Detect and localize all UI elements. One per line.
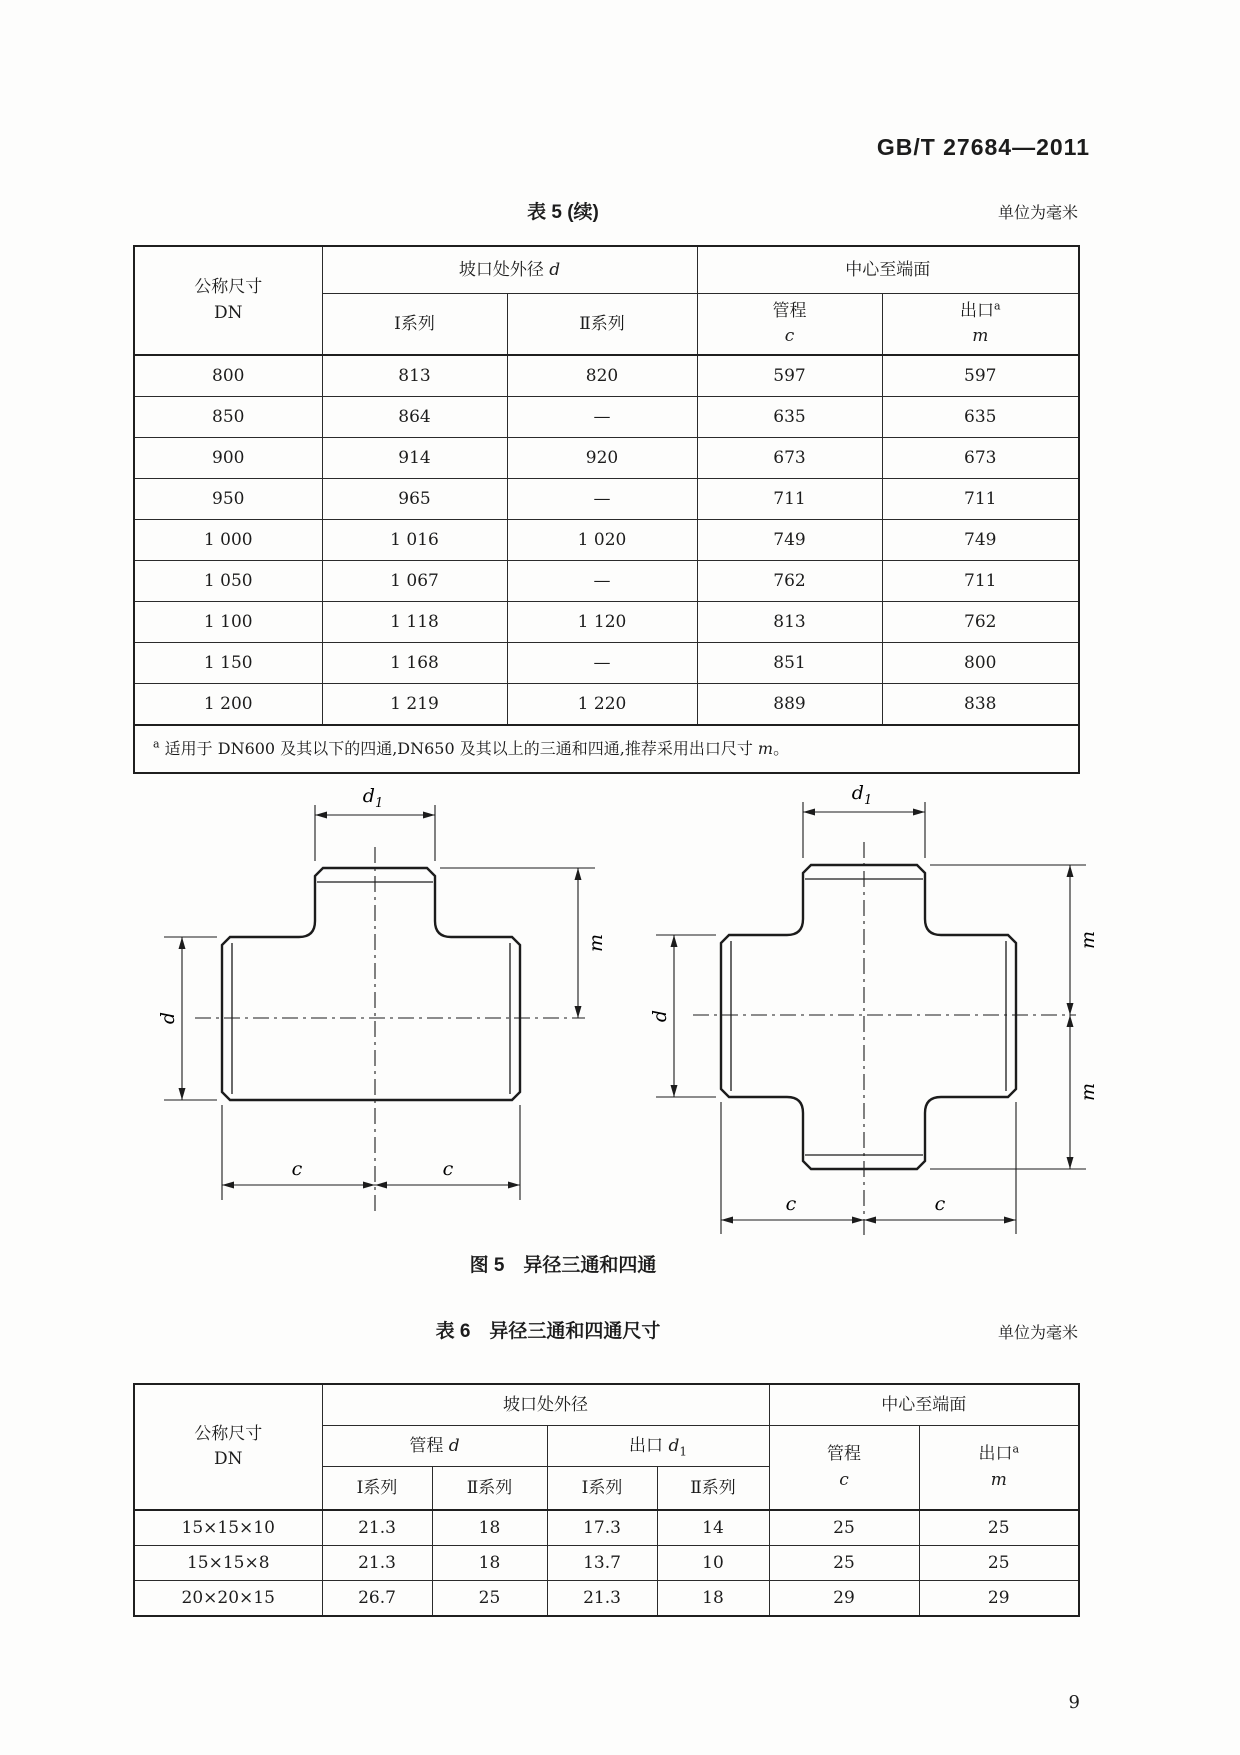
cell: 25 [769, 1510, 919, 1546]
table-row [134, 643, 1079, 684]
header-dn-symbol: DN [213, 302, 243, 323]
cell: 749 [697, 520, 882, 561]
tee-outline [222, 868, 520, 1100]
header-outlet-m [882, 294, 1079, 356]
cell: 21.3 [547, 1581, 657, 1617]
cell: 673 [697, 438, 882, 479]
cell: 864 [322, 397, 507, 438]
footnote-marker: a [993, 298, 1001, 312]
symbol-d: d [549, 259, 561, 280]
figure5-caption: 图 5 异径三通和四通 [469, 1255, 657, 1276]
dim-label-m-bottom: m [1077, 1082, 1099, 1102]
cell-dn: 1 100 [134, 602, 322, 643]
header-run-label: 管程 [827, 1444, 861, 1464]
table6-unit-note: 单位为毫米 [997, 1323, 1078, 1342]
table5-header-row-1 [134, 246, 1079, 294]
dim-label-d: d [157, 1011, 179, 1025]
table5-footnote-row [134, 725, 1079, 773]
cell: 1 067 [322, 561, 507, 602]
cell: 762 [697, 561, 882, 602]
header-outlet-label: 出口 [959, 300, 994, 321]
cell: 635 [697, 397, 882, 438]
cell: 673 [882, 438, 1079, 479]
cell: 25 [432, 1581, 547, 1617]
figure-cross-diagram [618, 772, 1103, 1247]
cell: 1 168 [322, 643, 507, 684]
page-number: 9 [1068, 1692, 1080, 1713]
table6-caption: 表 6 异径三通和四通尺寸 [435, 1321, 661, 1342]
header-run-d [322, 1426, 547, 1467]
header-series-1: Ⅰ系列 [322, 294, 507, 356]
header-outlet-label: 出口 [978, 1444, 1013, 1464]
symbol-c: c [784, 326, 795, 346]
header-group-outer-diameter: 坡口处外径 [322, 1384, 769, 1426]
table5-caption: 表 5 (续) [527, 202, 599, 223]
header-series-1: Ⅰ系列 [547, 1467, 657, 1511]
header-series-2: Ⅱ系列 [657, 1467, 769, 1511]
dim-label-c-left: c [291, 1158, 303, 1180]
footnote-marker: a [153, 737, 160, 751]
table5-footnote [134, 725, 1079, 773]
standard-reference: GB/T 27684—2011 [876, 134, 1090, 160]
header-group-center-to-end: 中心至端面 [769, 1384, 1079, 1426]
header-run-label: 管程 [409, 1435, 444, 1456]
cell: — [507, 561, 697, 602]
table-row [134, 1510, 1079, 1546]
table-row [134, 438, 1079, 479]
header-outlet-m [919, 1426, 1079, 1511]
cell: 965 [322, 479, 507, 520]
table-row [134, 1546, 1079, 1581]
cell: 813 [697, 602, 882, 643]
table-row [134, 520, 1079, 561]
header-outlet-d1 [547, 1426, 769, 1467]
cell: 820 [507, 355, 697, 397]
cell-dn: 15×15×8 [134, 1546, 322, 1581]
cell: 597 [697, 355, 882, 397]
dim-label-m-top: m [1077, 930, 1099, 950]
footnote-text: 适用于 DN600 及其以下的四通,DN650 及其以上的三通和四通,推荐采用出口尺寸 [164, 739, 758, 759]
cell-dn: 800 [134, 355, 322, 397]
cell: 1 120 [507, 602, 697, 643]
cell: 1 016 [322, 520, 507, 561]
table-6 [133, 1383, 1080, 1617]
cell: 914 [322, 438, 507, 479]
cell: 17.3 [547, 1510, 657, 1546]
dim-label-m: m [585, 933, 607, 953]
cell: 711 [697, 479, 882, 520]
cell: 711 [882, 479, 1079, 520]
header-dn-label: 公称尺寸 [194, 277, 263, 297]
symbol-m: m [990, 1469, 1007, 1490]
table-row [134, 1581, 1079, 1617]
table-row [134, 561, 1079, 602]
cell: 25 [919, 1546, 1079, 1581]
cell-dn: 1 000 [134, 520, 322, 561]
header-group-od-label: 坡口处外径 [458, 259, 544, 280]
cell-dn: 900 [134, 438, 322, 479]
table-5 [133, 245, 1080, 774]
cell: 29 [769, 1581, 919, 1617]
cell: 10 [657, 1546, 769, 1581]
cell: 838 [882, 684, 1079, 726]
cell: 26.7 [322, 1581, 432, 1617]
cell: 29 [919, 1581, 1079, 1617]
cell: — [507, 397, 697, 438]
cell: 1 219 [322, 684, 507, 726]
cell: 711 [882, 561, 1079, 602]
cell: 800 [882, 643, 1079, 684]
header-dn [134, 246, 322, 355]
cell: 762 [882, 602, 1079, 643]
cell: 851 [697, 643, 882, 684]
cell: 889 [697, 684, 882, 726]
cell: 1 118 [322, 602, 507, 643]
dim-label-d1: $d_1$ [362, 785, 384, 811]
symbol-m: m [972, 326, 989, 346]
table6-header-row-1 [134, 1384, 1079, 1426]
symbol-m: m [757, 739, 774, 759]
cell: 597 [882, 355, 1079, 397]
cell-dn: 1 150 [134, 643, 322, 684]
dim-label-c-left: c [785, 1193, 797, 1215]
cell: 13.7 [547, 1546, 657, 1581]
table-row [134, 397, 1079, 438]
cell: 21.3 [322, 1546, 432, 1581]
table-row [134, 355, 1079, 397]
footnote-tail: 。 [773, 739, 790, 759]
cell: 25 [769, 1546, 919, 1581]
cell: 14 [657, 1510, 769, 1546]
header-dn [134, 1384, 322, 1510]
dim-label-c-right: c [442, 1158, 454, 1180]
cell: 813 [322, 355, 507, 397]
figure-tee-diagram [140, 775, 610, 1235]
header-group-center-to-end: 中心至端面 [697, 246, 1079, 294]
header-series-1: Ⅰ系列 [322, 1467, 432, 1511]
symbol-d1: d [668, 1435, 680, 1456]
table-row [134, 684, 1079, 726]
cell-dn: 950 [134, 479, 322, 520]
cell: 749 [882, 520, 1079, 561]
cell: — [507, 643, 697, 684]
cell: 18 [657, 1581, 769, 1617]
header-dn-label: 公称尺寸 [194, 1423, 263, 1444]
dim-label-c-right: c [934, 1193, 946, 1215]
table5-unit-note: 单位为毫米 [997, 203, 1078, 222]
cell: 920 [507, 438, 697, 479]
header-dn-symbol: DN [213, 1449, 243, 1469]
cross-outline [721, 865, 1016, 1169]
footnote-marker: a [1012, 1442, 1020, 1456]
table-row [134, 479, 1079, 520]
table-row [134, 602, 1079, 643]
cell-dn: 15×15×10 [134, 1510, 322, 1546]
header-run-c [697, 294, 882, 356]
cell-dn: 1 050 [134, 561, 322, 602]
cell-dn: 850 [134, 397, 322, 438]
cell: — [507, 479, 697, 520]
header-group-outer-diameter [322, 246, 697, 294]
header-outlet-label: 出口 [629, 1435, 664, 1456]
cell-dn: 1 200 [134, 684, 322, 726]
cell-dn: 20×20×15 [134, 1581, 322, 1617]
cell: 25 [919, 1510, 1079, 1546]
dim-label-d1: $d_1$ [851, 782, 873, 808]
header-run-label: 管程 [772, 300, 807, 321]
cell: 635 [882, 397, 1079, 438]
cell: 18 [432, 1510, 547, 1546]
cell: 18 [432, 1546, 547, 1581]
cell: 1 220 [507, 684, 697, 726]
symbol-c: c [839, 1469, 849, 1490]
symbol-d: d [448, 1435, 460, 1456]
header-series-2: Ⅱ系列 [432, 1467, 547, 1511]
cell: 21.3 [322, 1510, 432, 1546]
dim-label-d: d [649, 1009, 671, 1023]
symbol-d1-sub: 1 [679, 1443, 687, 1458]
header-run-c [769, 1426, 919, 1511]
cell: 1 020 [507, 520, 697, 561]
extension-lines-c [222, 1105, 520, 1200]
header-series-2: Ⅱ系列 [507, 294, 697, 356]
